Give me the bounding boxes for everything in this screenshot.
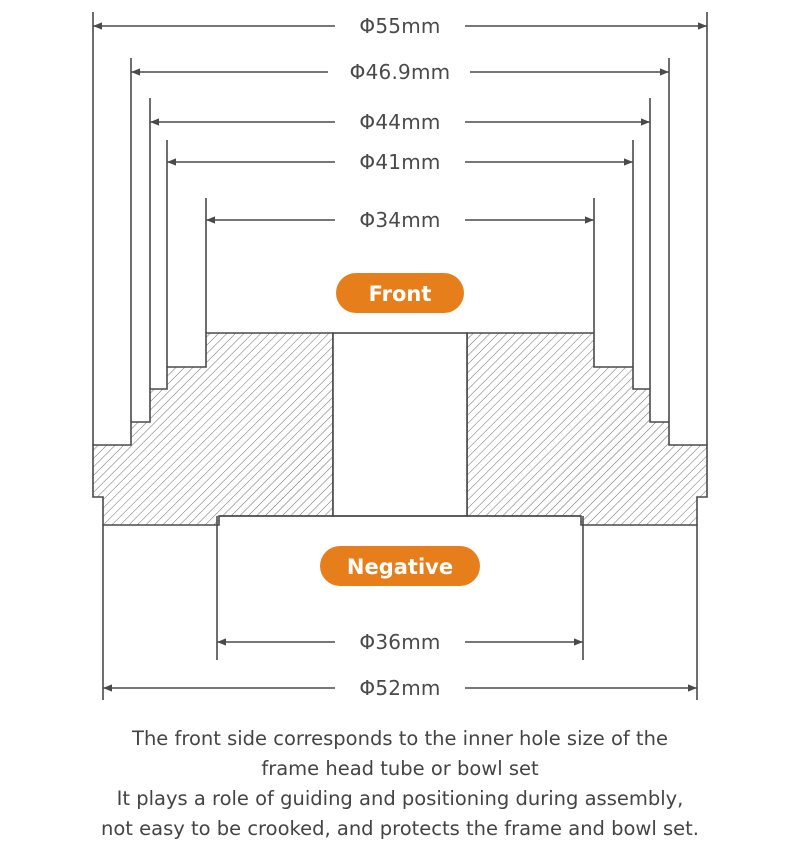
caption-line-4: not easy to be crooked, and protects the frame and bowl set. [101, 817, 699, 840]
negative-badge-label: Negative [346, 555, 454, 579]
dimension-46-9 [131, 60, 669, 84]
caption-line-2: frame head tube or bowl set [261, 757, 539, 780]
caption-line-3: It plays a role of guiding and positioning during assembly, [116, 787, 684, 810]
bushing-right-section [467, 333, 707, 525]
bushing-left-section [93, 333, 333, 525]
dimension-36-label: Φ36mm [359, 630, 441, 654]
dimension-44 [150, 110, 650, 134]
dimension-46-9-label: Φ46.9mm [349, 60, 451, 84]
dimension-52-label: Φ52mm [359, 676, 441, 700]
dimension-41-label: Φ41mm [359, 150, 441, 174]
dimension-36 [217, 630, 583, 654]
caption-line-1: The front side corresponds to the inner hole size of the [132, 727, 668, 750]
dimension-52 [103, 676, 697, 700]
dimension-34-label: Φ34mm [359, 208, 441, 232]
dimension-41 [167, 150, 633, 174]
bushing-bore [333, 333, 467, 516]
dimension-55 [93, 14, 707, 38]
dimension-34 [206, 208, 594, 232]
front-badge-label: Front [368, 282, 432, 306]
front-badge [336, 273, 464, 313]
negative-badge [320, 546, 480, 586]
negative-extension-lines [103, 516, 697, 700]
dimension-44-label: Φ44mm [359, 110, 441, 134]
dimension-55-label: Φ55mm [359, 14, 441, 38]
